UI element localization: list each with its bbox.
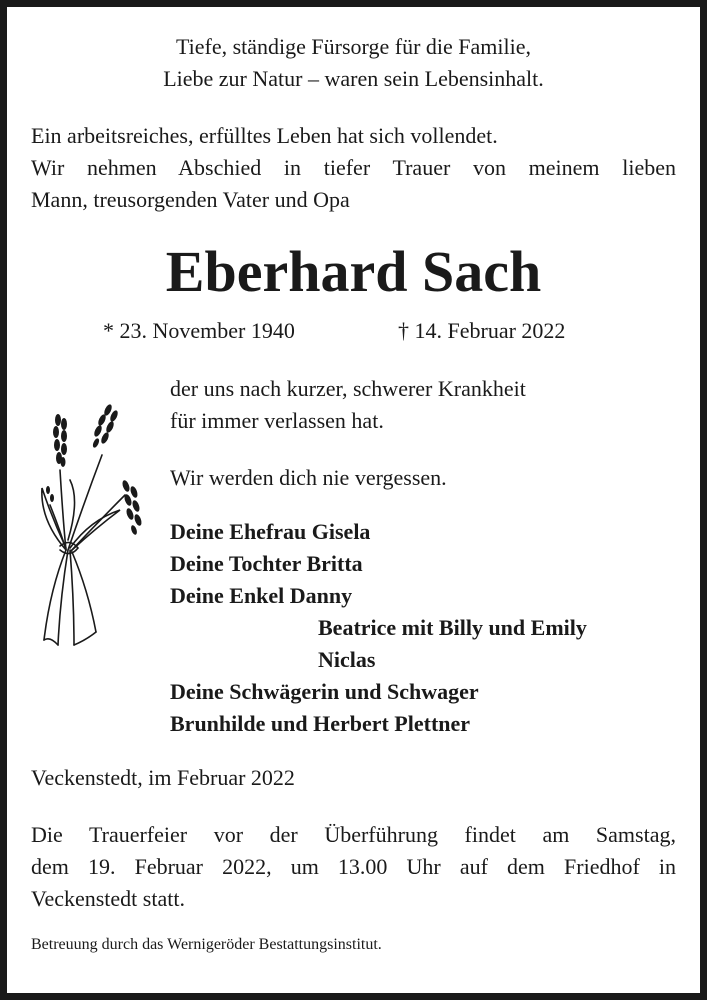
family-member: Deine Ehefrau Gisela — [170, 519, 371, 544]
ceremony-line-1: Die Trauerfeier vor der Überführung findet am Samstag, — [31, 822, 676, 847]
wheat-bouquet-icon — [30, 400, 150, 650]
motto-line-2: Liebe zur Natur – waren sein Lebensinhalt. — [163, 66, 544, 91]
family-member: Niclas — [318, 647, 376, 672]
birth-date: * 23. November 1940 — [103, 318, 295, 343]
message-line-2: für immer verlassen hat. — [170, 408, 384, 433]
ceremony-line-3: Veckenstedt statt. — [31, 886, 185, 911]
ceremony-line-2: dem 19. Februar 2022, um 13.00 Uhr auf dem Friedhof in — [31, 854, 676, 879]
family-member: Deine Enkel Danny — [170, 583, 353, 608]
family-member: Deine Tochter Britta — [170, 551, 363, 576]
family-member: Beatrice mit Billy und Emily — [318, 615, 587, 640]
place-date: Veckenstedt, im Februar 2022 — [31, 765, 295, 790]
funeral-home-note: Betreuung durch das Wernigeröder Bestattungsinstitut. — [31, 936, 382, 953]
message-line-3: Wir werden dich nie vergessen. — [170, 465, 447, 490]
message-line-1: der uns nach kurzer, schwerer Krankheit — [170, 376, 526, 401]
intro-line-2: Wir nehmen Abschied in tiefer Trauer von meinem lieben — [31, 155, 676, 180]
intro-line-3: Mann, treusorgenden Vater und Opa — [31, 187, 350, 212]
deceased-name: Eberhard Sach — [165, 239, 542, 304]
family-member: Deine Schwägerin und Schwager — [170, 679, 479, 704]
family-member: Brunhilde und Herbert Plettner — [170, 711, 471, 736]
motto-line-1: Tiefe, ständige Fürsorge für die Familie, — [175, 34, 531, 59]
death-date: † 14. Februar 2022 — [398, 318, 566, 343]
intro-line-1: Ein arbeitsreiches, erfülltes Leben hat sich vollendet. — [31, 123, 498, 148]
